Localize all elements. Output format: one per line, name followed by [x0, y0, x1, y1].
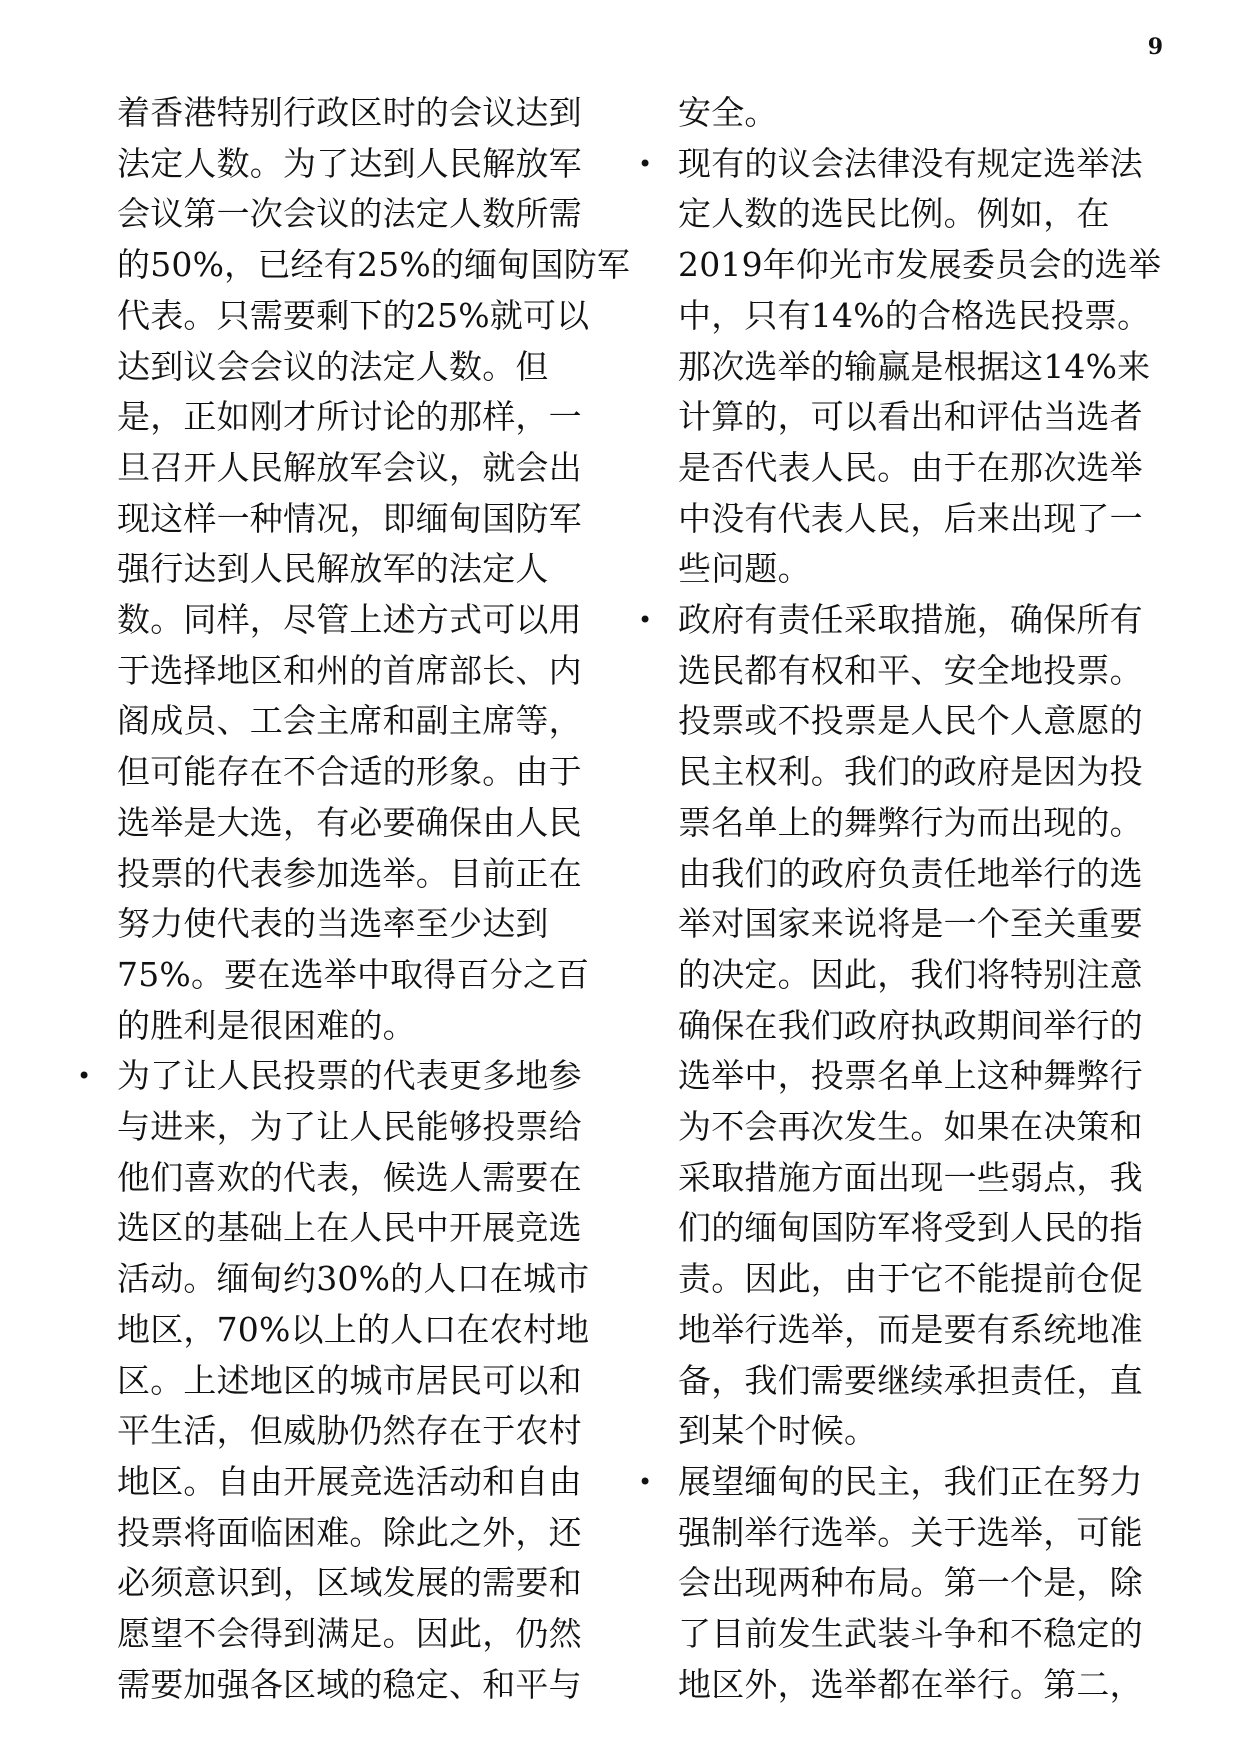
text-line: 们的缅甸国防军将受到人民的指 [678, 1208, 1143, 1248]
text-line: 现有的议会法律没有规定选举法 [678, 143, 1143, 183]
text-line: 但可能存在不合适的形象。由于 [117, 752, 582, 792]
text-line: 选举中，投票名单上这种舞弊行 [678, 1056, 1143, 1096]
text-line: 着香港特别行政区时的会议达到 [117, 93, 582, 132]
text-line: 会出现两种布局。第一个是，除 [678, 1563, 1143, 1603]
text-line: 的50%，已经有25%的缅甸国防军 [117, 245, 631, 285]
text-line: 政府有责任采取措施，确保所有 [678, 600, 1143, 640]
text-line: 选民都有权和平、安全地投票。 [678, 650, 1143, 690]
right-column [638, 88, 1162, 1711]
text-line: 地区外，选举都在举行。第二， [678, 1664, 1143, 1704]
text-line: 达到议会会议的法定人数。但 [117, 346, 549, 386]
text-line: 安全。 [678, 93, 778, 132]
text-line: 数。同样，尽管上述方式可以用 [117, 600, 582, 640]
bullet-item-1-text [117, 1051, 597, 1710]
text-line: 强行达到人民解放军的法定人 [117, 549, 549, 589]
text-line: 区。上述地区的城市居民可以和 [117, 1360, 582, 1400]
text-line: 是，正如刚才所讨论的那样，一 [117, 397, 582, 437]
text-line: 现这样一种情况，即缅甸国防军 [117, 498, 582, 538]
text-line: 代表。只需要剩下的25%就可以 [117, 295, 590, 335]
text-line: 责。因此，由于它不能提前仓促 [678, 1259, 1143, 1299]
continued-paragraph-end [678, 88, 1158, 139]
bullet-icon: • [638, 149, 653, 178]
text-line: 阁成员、工会主席和副主席等， [117, 701, 582, 741]
text-line: 票名单上的舞弊行为而出现的。 [678, 802, 1143, 842]
text-line: 中，只有14%的合格选民投票。 [678, 295, 1151, 335]
text-line: 中没有代表人民，后来出现了一 [678, 498, 1143, 538]
text-line: 选举是大选，有必要确保由人民 [117, 802, 582, 842]
text-line: 到某个时候。 [678, 1411, 878, 1451]
text-line: 民主权利。我们的政府是因为投 [678, 752, 1143, 792]
text-line: 备，我们需要继续承担责任，直 [678, 1360, 1143, 1400]
text-line: 地区。自由开展竞选活动和自由 [117, 1461, 582, 1501]
text-line: 于选择地区和州的首席部长、内 [117, 650, 582, 690]
text-line: 旦召开人民解放军会议，就会出 [117, 447, 582, 487]
text-line: 那次选举的输赢是根据这14%来 [678, 346, 1151, 386]
text-line: 平生活，但威胁仍然存在于农村 [117, 1411, 582, 1451]
bullet-item-3 [638, 595, 1158, 1457]
text-line: 活动。缅甸约30%的人口在城市 [117, 1259, 590, 1299]
bullet-item-2-text [678, 139, 1162, 595]
text-line: 强制举行选举。关于选举，可能 [678, 1512, 1143, 1552]
bullet-item-2 [638, 139, 1162, 595]
bullet-icon: • [638, 606, 653, 635]
text-line: 由我们的政府负责任地举行的选 [678, 853, 1143, 893]
bullet-item-1 [77, 1051, 597, 1710]
text-line: 的决定。因此，我们将特别注意 [678, 954, 1143, 994]
text-line: 75%。要在选举中取得百分之百 [117, 954, 590, 994]
continued-paragraph [117, 88, 631, 1051]
text-line: 地举行选举，而是要有系统地准 [678, 1309, 1143, 1349]
text-line: 举对国家来说将是一个至关重要 [678, 904, 1143, 944]
text-line: 会议第一次会议的法定人数所需 [117, 194, 582, 234]
text-line: 投票或不投票是人民个人意愿的 [678, 701, 1143, 741]
bullet-item-4 [638, 1457, 1158, 1711]
text-line: 努力使代表的当选率至少达到 [117, 904, 549, 944]
bullet-icon: • [638, 1467, 653, 1496]
text-line: 选区的基础上在人民中开展竞选 [117, 1208, 582, 1248]
text-line: 投票将面临困难。除此之外，还 [117, 1512, 582, 1552]
text-line: 法定人数。为了达到人民解放军 [117, 143, 582, 183]
text-line: 地区，70%以上的人口在农村地 [117, 1309, 590, 1349]
text-line: 必须意识到，区域发展的需要和 [117, 1563, 582, 1603]
left-column [77, 88, 631, 1711]
text-line: 的胜利是很困难的。 [117, 1005, 416, 1045]
text-line: 些问题。 [678, 549, 811, 589]
text-line: 展望缅甸的民主，我们正在努力 [678, 1461, 1143, 1501]
text-line: 愿望不会得到满足。因此，仍然 [117, 1614, 582, 1654]
text-line: 确保在我们政府执政期间举行的 [678, 1005, 1143, 1045]
text-line: 采取措施方面出现一些弱点，我 [678, 1157, 1143, 1197]
text-line: 2019年仰光市发展委员会的选举 [678, 245, 1162, 285]
text-line: 定人数的选民比例。例如，在 [678, 194, 1110, 234]
bullet-item-3-text [678, 595, 1158, 1457]
bullet-icon: • [77, 1062, 92, 1091]
text-line: 计算的，可以看出和评估当选者 [678, 397, 1143, 437]
text-line: 了目前发生武装斗争和不稳定的 [678, 1614, 1143, 1654]
page-number: 9 [1147, 34, 1163, 60]
text-line: 与进来，为了让人民能够投票给 [117, 1107, 582, 1147]
text-line: 为了让人民投票的代表更多地参 [117, 1056, 582, 1096]
text-line: 是否代表人民。由于在那次选举 [678, 447, 1143, 487]
bullet-item-4-text [678, 1457, 1158, 1711]
text-line: 他们喜欢的代表，候选人需要在 [117, 1157, 582, 1197]
text-line: 为不会再次发生。如果在决策和 [678, 1107, 1143, 1147]
text-line: 需要加强各区域的稳定、和平与 [117, 1664, 582, 1704]
text-line: 投票的代表参加选举。目前正在 [117, 853, 582, 893]
